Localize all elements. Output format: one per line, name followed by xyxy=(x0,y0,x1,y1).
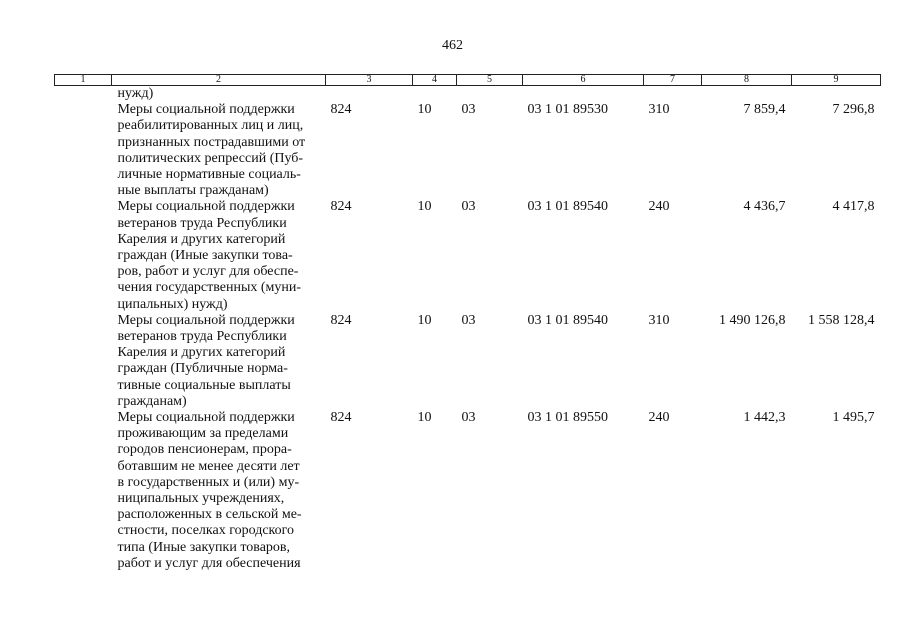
description-line: проживающим за пределами xyxy=(117,426,289,442)
cell-col-1 xyxy=(55,102,112,199)
continuation-row xyxy=(55,86,881,103)
budget-table xyxy=(54,74,881,572)
target-item-code: 03 1 01 89540 xyxy=(527,199,608,215)
description-line: ветеранов труда Республики xyxy=(117,215,287,231)
page-number: 462 xyxy=(442,38,463,53)
description-line: признанных пострадавшими от xyxy=(117,134,306,150)
description-line: Меры социальной поддержки xyxy=(117,199,295,215)
cell-col-1 xyxy=(55,410,112,572)
description-line: Карелия и других категорий xyxy=(117,231,286,247)
column-header: 8 xyxy=(702,75,792,86)
target-item-code: 03 1 01 89530 xyxy=(527,102,608,118)
expense-type-code: 240 xyxy=(648,410,670,426)
amount-col-8: 1 490 126,8 xyxy=(719,312,786,328)
subsection-code: 03 xyxy=(461,102,476,118)
section-code: 10 xyxy=(417,102,432,118)
column-header: 3 xyxy=(326,75,413,86)
column-header: 6 xyxy=(523,75,644,86)
description-line: Карелия и других категорий xyxy=(117,345,286,361)
table-row xyxy=(55,313,881,410)
table-row xyxy=(55,410,881,572)
section-code: 10 xyxy=(417,199,432,215)
column-number-header xyxy=(55,75,881,86)
column-header: 4 xyxy=(413,75,457,86)
target-item-code: 03 1 01 89540 xyxy=(527,312,608,328)
description-line: ветеранов труда Республики xyxy=(117,329,287,345)
amount-col-9: 1 495,7 xyxy=(832,410,875,426)
cell-col-1 xyxy=(55,199,112,312)
description-line: расположенных в сельской ме- xyxy=(117,507,302,523)
table-row xyxy=(55,199,881,312)
description-line: Меры социальной поддержки xyxy=(117,312,295,328)
description-line: ботавшим не менее десяти лет xyxy=(117,458,300,474)
ministry-code: 824 xyxy=(330,410,352,426)
expense-type-code: 310 xyxy=(648,102,670,118)
subsection-code: 03 xyxy=(461,410,476,426)
ministry-code: 824 xyxy=(330,312,352,328)
description-line: политических репрессий (Пуб- xyxy=(117,150,304,166)
column-header: 2 xyxy=(112,75,326,86)
description-line: Меры социальной поддержки xyxy=(117,102,295,118)
section-code: 10 xyxy=(417,312,432,328)
subsection-code: 03 xyxy=(461,312,476,328)
column-header: 1 xyxy=(55,75,112,86)
cell-col-1 xyxy=(55,313,112,410)
row-description xyxy=(112,199,326,312)
column-header: 7 xyxy=(644,75,702,86)
expense-type-code: 240 xyxy=(648,199,670,215)
ministry-code: 824 xyxy=(330,199,352,215)
description-line: Меры социальной поддержки xyxy=(117,410,295,426)
description-line: в государственных и (или) му- xyxy=(117,474,300,490)
description-line: тивные социальные выплаты xyxy=(117,377,291,393)
row-description xyxy=(112,410,326,572)
description-line: стности, поселках городского xyxy=(117,523,295,539)
amount-col-9: 4 417,8 xyxy=(832,199,875,215)
description-line: городов пенсионерам, прора- xyxy=(117,442,292,458)
table-row xyxy=(55,102,881,199)
description-line: граждан (Иные закупки това- xyxy=(117,248,293,264)
amount-col-9: 7 296,8 xyxy=(832,102,875,118)
ministry-code: 824 xyxy=(330,102,352,118)
description-line: ные выплаты гражданам) xyxy=(117,183,269,199)
description-line: типа (Иные закупки товаров, xyxy=(117,539,291,555)
amount-col-8: 7 859,4 xyxy=(743,102,786,118)
section-code: 10 xyxy=(417,410,432,426)
subsection-code: 03 xyxy=(461,199,476,215)
row-description xyxy=(112,313,326,410)
column-header: 9 xyxy=(792,75,881,86)
description-line: работ и услуг для обеспечения xyxy=(117,555,301,571)
description-line: личные нормативные социаль- xyxy=(117,167,301,183)
description-line: ципальных) нужд) xyxy=(117,296,228,312)
description-line: реабилитированных лиц и лиц, xyxy=(117,118,304,134)
description-line: ниципальных учреждениях, xyxy=(117,491,285,507)
description-line: ров, работ и услуг для обеспе- xyxy=(117,264,299,280)
description-line: гражданам) xyxy=(117,393,187,409)
amount-col-8: 4 436,7 xyxy=(743,199,786,215)
description-line: граждан (Публичные норма- xyxy=(117,361,288,377)
column-header: 5 xyxy=(457,75,523,86)
expense-type-code: 310 xyxy=(648,312,670,328)
target-item-code: 03 1 01 89550 xyxy=(527,410,608,426)
continuation-text: нужд) xyxy=(117,86,154,101)
row-description xyxy=(112,102,326,199)
amount-col-8: 1 442,3 xyxy=(743,410,786,426)
amount-col-9: 1 558 128,4 xyxy=(808,312,875,328)
description-line: чения государственных (муни- xyxy=(117,280,302,296)
